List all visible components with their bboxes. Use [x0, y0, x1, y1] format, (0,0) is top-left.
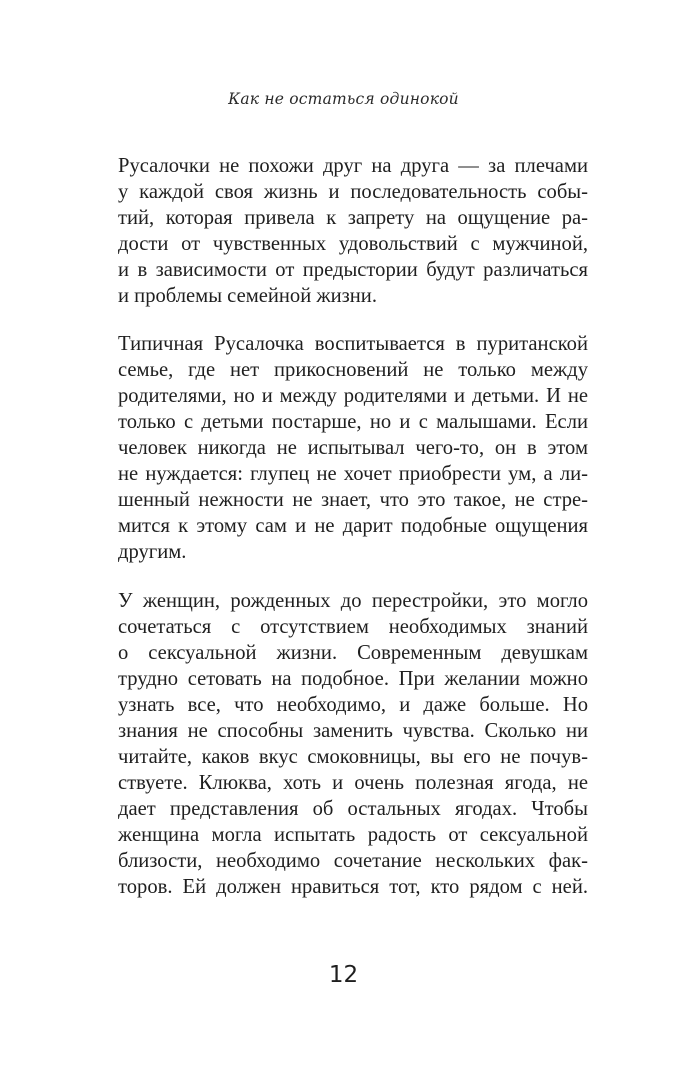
text-line: читайте, каков вкус смоковницы, вы его не почув- [118, 746, 588, 768]
paragraph-3 [118, 588, 588, 900]
text-line: близости, необходимо сочетание нескольких фак- [118, 850, 588, 872]
text-line: трудно сетовать на подобное. При желании можно [118, 668, 588, 690]
text-line: мится к этому сам и не дарит подобные ощущения [118, 515, 588, 537]
text-line: только с детьми постарше, но и с малышами. Если [118, 411, 588, 433]
text-line: семье, где нет прикосновений не только между [118, 359, 588, 381]
text-line: другим. [118, 541, 187, 563]
text-line: женщина могла испытать радость от сексуальной [118, 824, 588, 846]
text-line: ствуете. Клюква, хоть и очень полезная ягода, не [118, 772, 588, 794]
text-line: дает представления об остальных ягодах. Чтобы [118, 798, 588, 820]
text-line: сочетаться с отсутствием необходимых знаний [118, 616, 588, 638]
page-number: 12 [328, 962, 359, 988]
text-line: дости от чувственных удовольствий с мужчиной, [118, 233, 588, 255]
text-line: Типичная Русалочка воспитывается в пуританской [118, 333, 588, 355]
text-line: узнать все, что необходимо, и даже больше. Но [118, 694, 588, 716]
text-line: Русалочки не похожи друг на друга — за плечами [118, 155, 588, 177]
text-line: шенный нежности не знает, что это такое, не стре- [118, 489, 588, 511]
text-line: человек никогда не испытывал чего-то, он в этом [118, 437, 588, 459]
paragraph-2 [118, 331, 588, 565]
text-line: знания не способны заменить чувства. Сколько ни [118, 720, 588, 742]
text-line: тий, которая привела к запрету на ощущение ра- [118, 207, 588, 229]
paragraph-1 [118, 153, 588, 309]
text-line: У женщин, рожденных до перестройки, это могло [118, 590, 588, 612]
text-line: у каждой своя жизнь и последовательность собы- [118, 181, 588, 203]
text-line: родителями, но и между родителями и детьми. И не [118, 385, 588, 407]
text-line: и проблемы семейной жизни. [118, 285, 377, 307]
text-line: не нуждается: глупец не хочет приобрести ум, а ли- [118, 463, 588, 485]
text-line: о сексуальной жизни. Современным девушкам [118, 642, 588, 664]
text-line: торов. Ей должен нравиться тот, кто рядом с ней. [118, 876, 588, 898]
text-line: и в зависимости от предыстории будут различаться [118, 259, 588, 281]
running-header: Как не остаться одинокой [228, 90, 459, 108]
